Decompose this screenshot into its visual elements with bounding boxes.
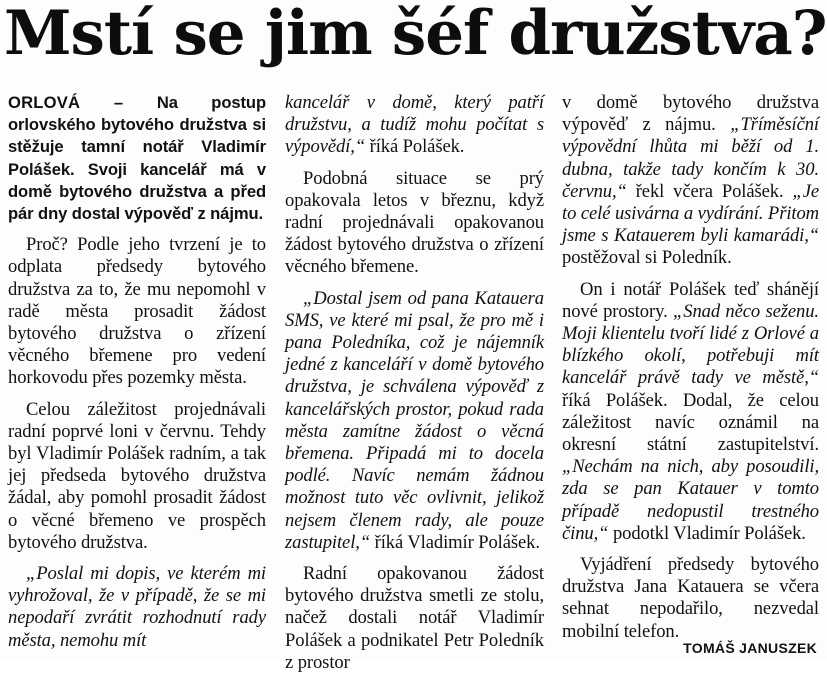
quote-text: „Je to celé usivárna a vydírání. Přitom jsme s Katauerem byli kamarádi,“ [562, 180, 819, 247]
quote-text: „Dostal jsem od pana Katauera SMS, ve které mi psal, že pro mě i pana Poledníka, což je nájemník jedné z kanceláří v domě bytového družstva, je schválena výpověď z kancelářských prostor, pokud rada města zamítne žádost o věcná břemena. Připadá mi to docela podlé. Navíc nemám žádnou možnost tuto věc ovlivnit, jelikož nejsem členem rady, ale pouze zastupitel,“ [285, 287, 544, 553]
body-text: v domě bytového družstva výpověď z nájmu. [562, 92, 819, 136]
body-text: postěžoval si Poledník. [562, 247, 732, 269]
body-paragraph [562, 279, 819, 545]
quote-text: „Snad něco seženu. Moji klientelu tvoří lidé z Orlové a blízkého okolí, potřebuji mít kancelář právě tady ve městě,“ [562, 300, 819, 389]
body-text: řekl včera Polášek. [626, 180, 793, 202]
article-column-3 [562, 92, 819, 652]
quote-text: „Nechám na nich, aby posoudili, zda se pan Katauer v tomto případě nedopustil trestného činu,“ [562, 456, 819, 544]
article-column-1 [8, 92, 266, 661]
body-paragraph: Radní opakovanou žádost bytového družstva smetli ze stolu, načež dostali notář Vladimír Polášek a podnikatel Petr Poledník z prostor [285, 563, 544, 673]
quote-paragraph [285, 92, 544, 159]
body-text: říká Polášek. Dodal, že celou záležitost navíc oznámil na okresní státní zastupitelství. [562, 389, 819, 456]
quote-text: „Poslal mi dopis, ve kterém mi vyhrožoval, že v případě, že se mi nepodaří zvrátit rozhodnutí rady města, nemohu mít [8, 563, 266, 651]
body-text: On i notář Polášek teď shánějí nové prostory. [562, 278, 819, 322]
quote-text: kancelář v domě, který patří družstvu, a tudíž mohu počítat s výpovědí,“ [285, 92, 544, 158]
headline: Mstí se jim šéf družstva? [4, 0, 827, 69]
body-paragraph: Proč? Podle jeho tvrzení je to odplata předsedy bytového družstva za to, že mu nepomohl v radě města prosadit žádost bytového družstva o zřízení věcného břemene pro vedení horkovodu přes pozemky města. [8, 234, 266, 389]
quote-paragraph [285, 288, 544, 554]
author-byline: TOMÁŠ JANUSZEK [683, 640, 817, 656]
attribution-text: říká Vladimír Polášek. [370, 531, 540, 553]
body-paragraph: Podobná situace se prý opakovala letos v březnu, když radní projednávali opakovanou žádost bytového družstva o zřízení věcného břemene. [285, 167, 544, 278]
dateline: ORLOVÁ – [8, 93, 124, 112]
lead-paragraph [8, 92, 266, 225]
article-column-2 [285, 92, 544, 683]
body-paragraph [562, 92, 819, 270]
quote-paragraph [8, 563, 266, 652]
lead-text: Na postup orlovského bytového družstva si stěžuje tamní notář Vladimír Polášek. Svoji kancelář má v domě bytového družstva a před pár dny dostal výpověď z nájmu. [8, 93, 266, 224]
body-paragraph: Celou záležitost projednávali radní poprvé loni v červnu. Tehdy byl Vladimír Polášek radním, a tak jej předseda bytového družstva žádal, aby pomohl prosadit žádost o věcné břemeno ve prospěch bytového družstva. [8, 398, 266, 553]
attribution-text: říká Polášek. [365, 136, 465, 158]
body-paragraph: Vyjádření předsedy bytového družstva Jana Katauera se včera sehnat nepodařilo, nezvedal mobilní telefon. [562, 554, 819, 642]
quote-text: „Tříměsíční výpovědní lhůta mi běží od 1. dubna, takže tady končím k 30. červnu,“ [562, 114, 819, 202]
body-text: podotkl Vladimír Polášek. [608, 522, 806, 544]
